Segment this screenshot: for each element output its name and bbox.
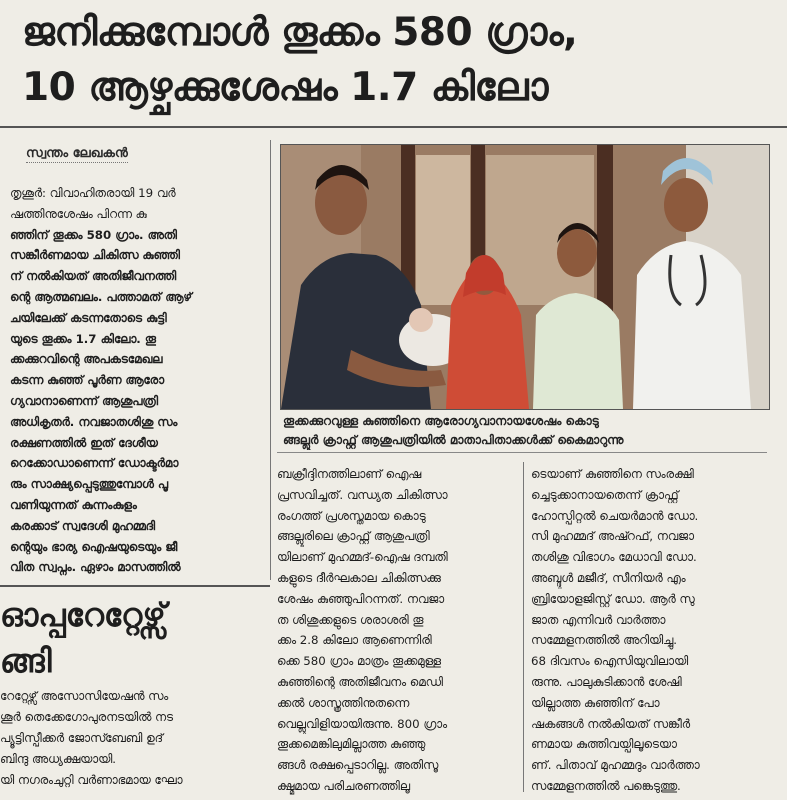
article-text-line: യുടെ തൂക്കം 1.7 കിലോ. തൂ <box>10 331 156 346</box>
adjacent-headline-line: ഓപ്പറേറ്റേഴ്സ് <box>0 596 166 634</box>
article-text-line: ങ്ങല്ലൂരിലെ ക്രാഫ്റ്റ് ആശുപത്രി <box>277 529 430 544</box>
article-text-line: സി മുഹമ്മദ് അഷ്റഫ്, നവജാ <box>531 529 694 544</box>
article-text-line: ങ്ങൾ രക്ഷപ്പെടാറില്ല. അതിസൂ <box>277 758 439 773</box>
article-text-line: 68 ദിവസം ഐസിയുവിലായി <box>531 654 689 669</box>
article-text-line: ക്കക്കുറവിന്റെ അപകടമേഖല <box>10 352 163 367</box>
column-divider <box>270 140 271 580</box>
adjacent-body-line: ബിന്ദു അധ്യക്ഷയായി. <box>0 752 117 766</box>
left-column <box>10 183 262 578</box>
headline <box>22 6 767 116</box>
article-text-line: റെക്കോഡാണെന്ന് ഡോക്ടർമാ <box>10 456 179 471</box>
article-text-line: ഗ്യവാനാണെന്ന് ആശുപത്രി <box>10 393 159 408</box>
byline: സ്വന്തം ലേഖകൻ <box>26 146 128 161</box>
article-text-line: ഹോസ്പിറ്റൽ ചെയർമാൻ ഡോ. <box>531 508 699 523</box>
article-text-line: കരക്കാട് സ്വദേശി മുഹമ്മദി <box>10 518 156 533</box>
article-text-line: ന് നൽകിയത് അതിജീവനത്തി <box>10 269 177 284</box>
article-text-line: വണിയുന്നത് കുന്നംകുളം <box>10 497 137 512</box>
article-text-line: ബ്രിയോളജിസ്റ്റ് ഡോ. ആർ സു <box>531 591 695 606</box>
article-text-line: ഷകങ്ങൾ നൽകിയത് സങ്കീർ <box>531 716 691 731</box>
article-text-line: ശേഷം കുഞ്ഞുപിറന്നത്. നവജാ <box>277 591 445 606</box>
article-text-line: ണമായ കുത്തിവയ്പിലൂടെയാ <box>531 737 677 752</box>
article-text-line: ന്റെ ആത്മബലം. പത്താമത് ആഴ് <box>10 289 192 304</box>
article-text-line: ക്കം 2.8 കിലോ ആണെന്നിരി <box>277 633 432 648</box>
adjacent-headline-line: ങ്ങി <box>0 642 52 680</box>
caption-line: തൂക്കക്കുറവുള്ള കുഞ്ഞിനെ ആരോഗ്യവാനായശേഷം കൊടു <box>283 414 599 428</box>
article-text-line: യിലാണ് മുഹമ്മദ്-ഐഷ ദമ്പതി <box>277 550 448 565</box>
article-text-line: കടന്ന കുഞ്ഞ് പൂർണ ആരോ <box>10 373 165 388</box>
caption-rule <box>277 452 767 453</box>
article-text-line: ത ശിശുക്കളുടെ ശരാശരി തൂ <box>277 612 424 627</box>
article-text-line: സങ്കീർണമായ ചികിത്സ കുഞ്ഞി <box>10 248 180 263</box>
article-text-line: ഷത്തിനുശേഷം പിറന്ന കു <box>10 206 147 221</box>
article-text-line: ഞ്ഞിന് തൂക്കം 580 ഗ്രാം. അതി <box>10 227 177 242</box>
adjacent-body-line: പ്യൂട്ടിസ്പീക്കർ ജോസ്ബേബി ഉദ് <box>0 731 163 745</box>
article-text-line: ണ്. പിതാവ് മുഹമ്മദും വാർത്താ <box>531 758 700 773</box>
article-text-line: രുന്നു. പാലുകുടിക്കാൻ ശേഷി <box>531 674 682 689</box>
adjacent-story-body <box>0 686 262 791</box>
article-text-line: തൃശൂർ: വിവാഹിതരായി 19 വർ <box>10 186 176 200</box>
article-text-line: ക്ഷ്മമായ പരിചരണത്തിലൂ <box>277 778 410 793</box>
middle-column <box>277 464 515 797</box>
article-text-line: ടെയാണ് കുഞ്ഞിനെ സംരക്ഷി <box>531 467 694 481</box>
headline-line-2: 10 ആഴ്ചക്കുശേഷം 1.7 കിലോ <box>22 65 548 110</box>
article-text-line: സമ്മേളനത്തിൽ അറിയിച്ചു. <box>531 633 678 648</box>
article-text-line: ചയിലേക്ക് കടന്നതോടെ കുട്ടി <box>10 310 167 325</box>
article-text-line: യില്ലാത്ത കുഞ്ഞിന് പോ <box>531 695 660 710</box>
caption-line: ങ്ങല്ലൂർ ക്രാഫ്റ്റ് ആശുപത്രിയിൽ മാതാപിതാക്കൾക്ക് കൈമാറുന്നു <box>283 433 624 447</box>
article-text-line: ബക്രീദ്ദിനത്തിലാണ് ഐഷ <box>277 467 422 481</box>
column-divider-2 <box>523 462 524 792</box>
news-photo <box>280 144 770 410</box>
article-text-line: വെല്ലുവിളിയായിരുന്നു. 800 ഗ്രാം <box>277 716 448 731</box>
article-text-line: കുഞ്ഞിന്റെ അതിജീവനം മെഡി <box>277 674 443 689</box>
article-text-line: അധികൃതർ. നവജാതശിശു സം <box>10 414 178 429</box>
right-column <box>531 464 765 797</box>
headline-rule <box>0 126 787 128</box>
photo-illustration <box>281 145 769 409</box>
article-text-line: അബ്ദുൾ മജീദ്, സീനിയർ എം <box>531 570 686 585</box>
article-text-line: രും സാക്ഷ്യപ്പെടുത്തുമ്പോൾ പൂ <box>10 477 168 492</box>
article-text-line: ക്കെ 580 ഗ്രാം മാത്രം തൂക്കമുള്ള <box>277 654 441 669</box>
photo-caption <box>283 412 767 450</box>
article-text-line: ജാത എന്നിവർ വാർത്താ <box>531 612 666 627</box>
article-text-line: ന്റെയും ഭാര്യ ഐഷയുടെയും ജീ <box>10 539 178 554</box>
adjacent-body-line: റേറ്റേഴ്സ് അസോസിയേഷൻ സം <box>0 689 169 703</box>
article-text-line: ച്ചെടുക്കാനായതെന്ന് ക്രാഫ്റ്റ് <box>531 487 679 502</box>
article-text-line: രക്ഷണത്തിൽ ഇത് ദേശീയ <box>10 435 158 450</box>
article-text-line: തൂക്കമെങ്കിലുമില്ലാത്ത കുഞ്ഞു <box>277 737 425 752</box>
article-text-line: തശിശു വിഭാഗം മേധാവി ഡോ. <box>531 550 697 565</box>
adjacent-body-line: ശൂർ തെക്കേഗോപുരനടയിൽ നട <box>0 710 173 724</box>
article-text-line: ക്കൽ ശാസ്ത്രത്തിനുതന്നെ <box>277 695 410 710</box>
headline-line-1: ജനിക്കുമ്പോൾ തൂക്കം 580 ഗ്രാം, <box>22 10 578 55</box>
article-text-line: പ്രസവിച്ചത്. വന്ധ്യത ചികിത്സാ <box>277 487 448 502</box>
article-text-line: സമ്മേളനത്തിൽ പങ്കെടുത്തു. <box>531 778 681 793</box>
article-text-line: വിത സ്വപ്നം. ഏഴാം മാസത്തിൽ <box>10 560 181 575</box>
adjacent-story-rule <box>0 585 270 587</box>
adjacent-story-headline <box>0 592 262 682</box>
adjacent-body-line: യി നഗരംചുറ്റി വർണാഭമായ ഘോ <box>0 773 183 787</box>
article-text-line: രംഗത്ത് പ്രശസ്തമായ കൊടു <box>277 508 426 523</box>
article-text-line: കളുടെ ദീർഘകാല ചികിത്സക്കു <box>277 570 441 585</box>
